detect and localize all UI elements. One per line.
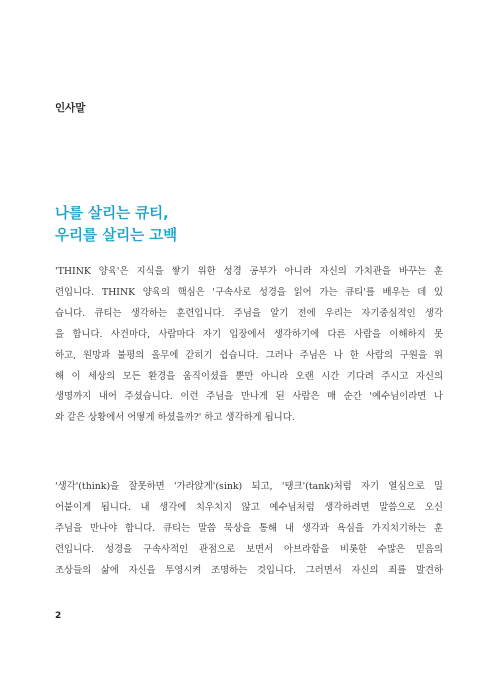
paragraph-line: 주님을 만나야 합니다. 큐티는 말씀 묵상을 통해 내 생각과 욕심을 가지치기하는 훈 [55, 522, 443, 534]
page-number: 2 [55, 611, 62, 621]
paragraph-line: 와 같은 상황에서 어떻게 하셨을까?' 하고 생각하게 됩니다. [55, 412, 295, 424]
paragraph-line: 어붙이게 됩니다. 내 생각에 치우치지 않고 예수님처럼 생각하려면 말씀으로 오신 [55, 501, 443, 513]
paragraph-line: 을 합니다. 사건마다, 사람마다 자기 입장에서 생각하기에 다른 사람을 이해하지 못 [55, 328, 443, 340]
paragraph-line: 'THINK 양육'은 지식을 쌓기 위한 성경 공부가 아니라 자신의 가치관을 바꾸는 훈 [55, 266, 443, 277]
paragraph-line: 련입니다. THINK 양육의 핵심은 '구속사로 성경을 읽어 가는 큐티'를 배우는 데 있 [55, 286, 443, 298]
paragraph-line: '생각'(think)을 잘못하면 '가라앉게'(sink) 되고, '탱크'(tank)처럼 자기 열심으로 밀 [55, 481, 443, 492]
section-label: 인사말 [55, 102, 86, 114]
paragraph-line: 련입니다. 성경을 구속사적인 관점으로 보면서 아브라함을 비롯한 수많은 믿음의 [55, 543, 443, 555]
paragraph-line: 조상들의 삶에 자신을 투영시켜 조명하는 것입니다. 그러면서 자신의 죄를 발견하 [55, 564, 443, 576]
paragraph-2 [55, 477, 443, 582]
paragraph-line: 생명까지 내어 주셨습니다. 이런 주님을 만나게 된 사람은 매 순간 '예수님이라면 나 [55, 391, 443, 403]
title-line-1: 나를 살리는 큐티, [55, 206, 169, 222]
paragraph-line: 하고, 원망과 불평의 올무에 갇히기 쉽습니다. 그러나 주님은 나 한 사람의 구원을 위 [55, 349, 443, 361]
paragraph-line: 해 이 세상의 모든 환경을 움직이셨을 뿐만 아니라 오랜 시간 기다려 주시고 자신의 [55, 370, 443, 382]
paragraph-line: 습니다. 큐티는 생각하는 훈련입니다. 주님을 알기 전에 우리는 자기중심적인 생각 [55, 307, 443, 319]
title-line-2: 우리를 살리는 고백 [55, 228, 178, 244]
page-title [55, 203, 177, 247]
paragraph-1 [55, 262, 443, 429]
